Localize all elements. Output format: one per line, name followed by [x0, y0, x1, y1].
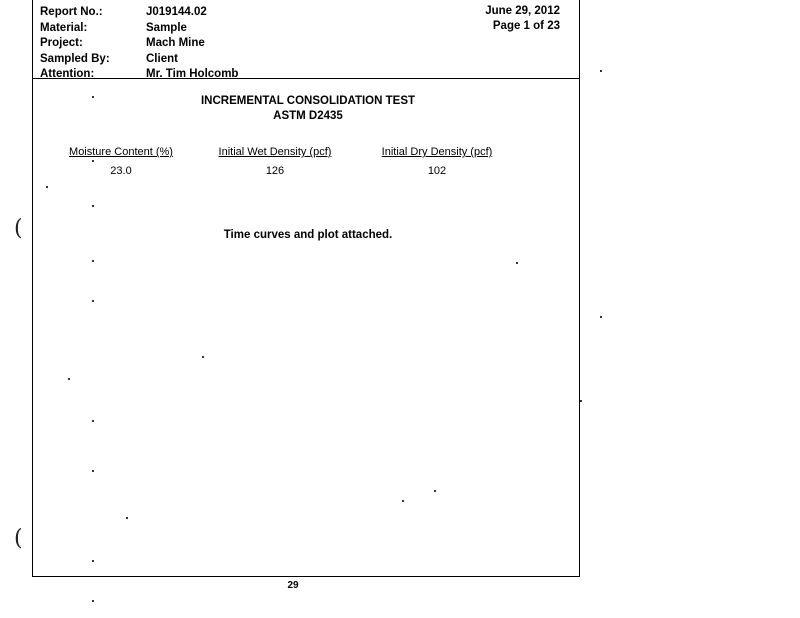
header-row-project: [40, 36, 346, 52]
material-label: Material:: [40, 21, 88, 34]
attention-value: Mr. Tim Holcomb: [146, 68, 239, 80]
report-no-label: Report No.:: [40, 6, 103, 18]
sampled-by-value: Client: [146, 52, 178, 65]
scan-speck: [516, 262, 518, 264]
dry-density-value: 102: [427, 165, 447, 177]
scan-speck: [68, 378, 70, 380]
report-no-value: J019144.02: [146, 6, 207, 18]
scan-speck: [600, 70, 602, 72]
dry-density-column: [372, 146, 502, 177]
moisture-content-value: 23.0: [110, 165, 132, 177]
scan-speck: [126, 517, 128, 519]
scan-speck: [402, 500, 404, 502]
header-row-sampled-by: [40, 52, 346, 68]
header-row-report-no: [40, 5, 346, 21]
material-value: Sample: [146, 21, 187, 34]
scan-speck: [92, 260, 94, 262]
scan-speck: [92, 420, 94, 422]
scan-speck: [92, 560, 94, 562]
project-label: Project:: [40, 37, 83, 49]
page-number: 29: [287, 580, 299, 591]
header-row-attention: [40, 67, 346, 83]
attachment-note: Time curves and plot attached.: [223, 229, 393, 241]
test-standard: ASTM D2435: [273, 110, 343, 122]
scan-speck: [202, 356, 204, 358]
page-frame: [32, 0, 580, 577]
scan-speck: [580, 400, 582, 402]
scan-speck: [46, 186, 48, 188]
header-row-material: [40, 21, 346, 37]
project-value: Mach Mine: [146, 37, 205, 49]
date-page-block: [485, 4, 560, 34]
moisture-content-column: [60, 146, 182, 177]
wet-density-header: Initial Wet Density (pcf): [218, 146, 332, 158]
scan-speck: [92, 600, 94, 602]
test-title-line1: INCREMENTAL CONSOLIDATION TEST: [200, 95, 416, 107]
attention-label: Attention:: [40, 68, 95, 80]
report-header: [40, 5, 346, 83]
wet-density-value: 126: [265, 165, 285, 177]
page-indicator: Page 1 of 23: [492, 20, 560, 32]
scan-speck: [92, 300, 94, 302]
scan-speck: [92, 160, 94, 162]
scan-speck: [434, 490, 436, 492]
scan-speck: [92, 470, 94, 472]
report-date: June 29, 2012: [485, 5, 560, 17]
dry-density-header: Initial Dry Density (pcf): [381, 146, 493, 158]
test-title: [158, 94, 458, 124]
wet-density-column: [210, 146, 340, 177]
scan-speck: [92, 205, 94, 207]
scan-mark-bracket-bottom: (: [14, 526, 23, 551]
moisture-content-header: Moisture Content (%): [69, 146, 173, 158]
scan-speck: [600, 316, 602, 318]
sampled-by-label: Sampled By:: [40, 52, 110, 65]
scan-mark-bracket-top: (: [14, 216, 23, 241]
scan-speck: [92, 96, 94, 98]
